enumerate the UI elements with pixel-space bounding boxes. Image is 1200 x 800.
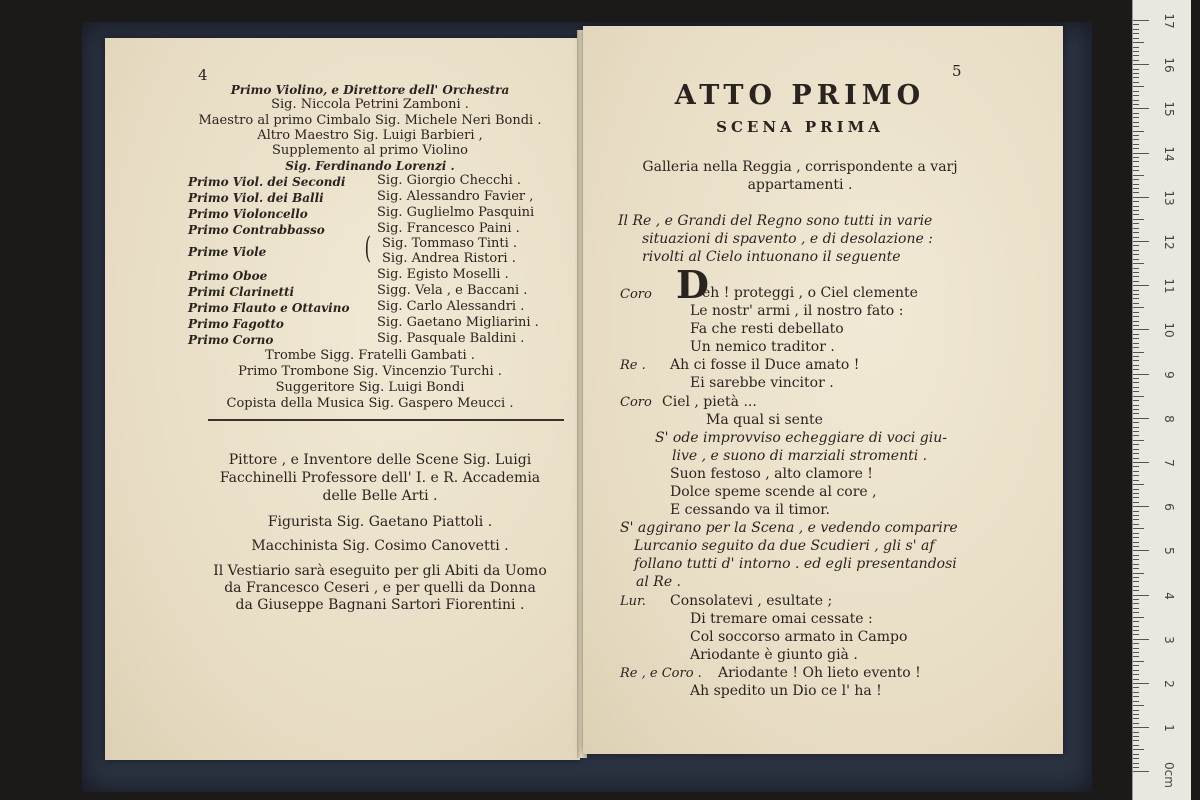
page-number-left: 4 — [198, 66, 208, 84]
ruler-tick — [1133, 758, 1139, 759]
roster-name: Sig. Alessandro Favier , — [377, 189, 534, 204]
measurement-ruler — [1132, 0, 1191, 800]
ruler-tick — [1133, 290, 1139, 291]
ruler-tick — [1133, 732, 1139, 733]
ruler-tick — [1133, 374, 1149, 375]
setting-line: appartamenti . — [747, 177, 853, 193]
ruler-tick — [1133, 241, 1149, 242]
ruler-tick — [1133, 24, 1139, 25]
ruler-tick — [1133, 329, 1149, 330]
ruler-tick — [1133, 683, 1149, 684]
ruler-tick — [1133, 564, 1139, 565]
ruler-tick — [1133, 630, 1139, 631]
ruler-tick — [1133, 471, 1139, 472]
stage-direction: follano tutti d' intorno . ed egli presentandosi — [634, 556, 957, 572]
ruler-tick — [1133, 104, 1139, 105]
ruler-tick — [1133, 321, 1139, 322]
ruler-tick — [1133, 347, 1139, 348]
ruler-tick — [1133, 268, 1139, 269]
ruler-label: 12 — [1162, 234, 1176, 250]
ruler-tick — [1133, 365, 1139, 366]
ruler-tick — [1133, 210, 1139, 211]
ruler-label: 8 — [1162, 414, 1176, 423]
ruler-tick — [1133, 343, 1139, 344]
ruler-tick — [1133, 69, 1139, 70]
ruler-tick — [1133, 595, 1149, 596]
ruler-tick — [1133, 206, 1139, 207]
ruler-tick — [1133, 679, 1139, 680]
ruler-tick — [1133, 396, 1144, 397]
header-line: Maestro al primo Cimbalo Sig. Michele Neri Bondi . — [198, 113, 542, 128]
ruler-label: 0cm — [1162, 762, 1176, 789]
setting-line: Galleria nella Reggia , corrispondente a varj — [642, 159, 958, 175]
credit-line: Facchinelli Professore dell' I. e R. Accademia — [219, 470, 541, 486]
ruler-tick — [1133, 652, 1139, 653]
ruler-tick — [1133, 515, 1139, 516]
ruler-tick — [1133, 727, 1149, 728]
ruler-tick — [1133, 665, 1139, 666]
ruler-tick — [1133, 524, 1139, 525]
ruler-tick — [1133, 771, 1149, 772]
ruler-label: 2 — [1162, 680, 1176, 688]
verse-line: eh ! proteggi , o Ciel clemente — [702, 285, 918, 301]
ruler-label: 16 — [1162, 57, 1176, 73]
ruler-tick — [1133, 135, 1139, 136]
speaker-label: Re . — [620, 358, 646, 373]
speaker-label: Coro — [620, 287, 652, 302]
ruler-tick — [1133, 113, 1139, 114]
stage-direction: S' aggirano per la Scena , e vedendo comparire — [620, 520, 958, 536]
ruler-tick — [1133, 550, 1149, 551]
ruler-tick — [1133, 170, 1139, 171]
act-title: ATTO PRIMO — [674, 80, 926, 111]
header-line: Altro Maestro Sig. Luigi Barbieri , — [257, 128, 483, 143]
ruler-tick — [1133, 334, 1139, 335]
ruler-tick — [1133, 122, 1139, 123]
ruler-tick — [1133, 537, 1139, 538]
ruler-tick — [1133, 100, 1139, 101]
ruler-tick — [1133, 745, 1139, 746]
ruler-tick — [1133, 533, 1139, 534]
ruler-tick — [1133, 356, 1139, 357]
ruler-tick — [1133, 714, 1139, 715]
roster-name: Sig. Tommaso Tinti . — [382, 236, 518, 251]
ruler-tick — [1133, 192, 1139, 193]
ruler-tick — [1133, 360, 1139, 361]
ruler-tick — [1133, 599, 1139, 600]
ruler-label: 4 — [1162, 591, 1176, 600]
ruler-tick — [1133, 692, 1139, 693]
ruler-tick — [1133, 502, 1139, 503]
ruler-tick — [1133, 608, 1139, 609]
verse-line: Le nostr' armi , il nostro fato : — [690, 303, 904, 319]
header-line: Primo Violino, e Direttore dell' Orchestra — [230, 83, 510, 97]
ruler-tick — [1133, 325, 1139, 326]
ruler-tick — [1133, 493, 1139, 494]
ruler-tick — [1133, 497, 1139, 498]
ruler-tick — [1133, 64, 1149, 65]
ruler-tick — [1133, 413, 1139, 414]
roster-role: Primo Flauto e Ottavino — [188, 301, 350, 315]
credit-line: Macchinista Sig. Cosimo Canovetti . — [251, 538, 509, 554]
footer-line: Trombe Sigg. Fratelli Gambati . — [265, 348, 475, 363]
ruler-tick — [1133, 718, 1139, 719]
credit-line: Pittore , e Inventore delle Scene Sig. Luigi — [228, 452, 532, 468]
ruler-tick — [1133, 418, 1149, 419]
ruler-tick — [1133, 250, 1139, 251]
ruler-label: 11 — [1162, 278, 1176, 294]
ruler-tick — [1133, 95, 1139, 96]
ruler-tick — [1133, 316, 1139, 317]
ruler-tick — [1133, 214, 1139, 215]
ruler-tick — [1133, 453, 1139, 454]
verse-line: Consolatevi , esultate ; — [670, 593, 833, 609]
roster-role: Primo Viol. dei Balli — [188, 191, 324, 205]
ruler-tick — [1133, 462, 1149, 463]
drop-cap: D — [676, 262, 709, 307]
roster-name: Sig. Giorgio Checchi . — [377, 173, 522, 188]
ruler-tick — [1133, 29, 1139, 30]
brace-symbol: ( — [364, 231, 372, 266]
ruler-tick — [1133, 573, 1144, 574]
ruler-tick — [1133, 670, 1139, 671]
ruler-tick — [1133, 20, 1149, 21]
roster-role: Primo Viol. dei Secondi — [188, 175, 346, 189]
ruler-tick — [1133, 458, 1139, 459]
ruler-label: 1 — [1162, 724, 1176, 732]
roster-name: Sig. Francesco Paini . — [377, 221, 520, 236]
ruler-tick — [1133, 201, 1139, 202]
ruler-tick — [1133, 519, 1139, 520]
ruler-tick — [1133, 131, 1144, 132]
verse-line: Ariodante ! Oh lieto evento ! — [718, 665, 921, 681]
credit-line: Figurista Sig. Gaetano Piattoli . — [267, 514, 493, 530]
ruler-tick — [1133, 303, 1139, 304]
ruler-tick — [1133, 153, 1149, 154]
ruler-tick — [1133, 228, 1139, 229]
verse-line: Un nemico traditor . — [690, 339, 835, 355]
ruler-tick — [1133, 400, 1139, 401]
ruler-tick — [1133, 272, 1139, 273]
ruler-tick — [1133, 710, 1139, 711]
ruler-tick — [1133, 449, 1139, 450]
ruler-tick — [1133, 263, 1144, 264]
ruler-tick — [1133, 648, 1139, 649]
ruler-tick — [1133, 237, 1139, 238]
ruler-tick — [1133, 139, 1139, 140]
ruler-tick — [1133, 409, 1139, 410]
ruler-tick — [1133, 126, 1139, 127]
ruler-tick — [1133, 639, 1149, 640]
ruler-tick — [1133, 506, 1149, 507]
ruler-tick — [1133, 276, 1139, 277]
verse-line: Suon festoso , alto clamore ! — [670, 466, 873, 482]
stage-direction: Lurcanio seguito da due Scudieri , gli s' af — [634, 538, 935, 554]
roster-name: Sig. Egisto Moselli . — [377, 267, 509, 282]
ruler-tick — [1133, 197, 1149, 198]
footer-line: Primo Trombone Sig. Vincenzio Turchi . — [238, 364, 502, 379]
stage-direction: rivolti al Cielo intuonano il seguente — [642, 249, 901, 265]
ruler-tick — [1133, 312, 1139, 313]
verse-line: Dolce speme scende al core , — [670, 484, 877, 500]
ruler-label: 7 — [1162, 459, 1176, 467]
verse-line: Di tremare omai cessate : — [690, 611, 873, 627]
footer-line: Copista della Musica Sig. Gaspero Meucci . — [226, 396, 514, 411]
credit-line: delle Belle Arti . — [322, 488, 438, 504]
ruler-tick — [1133, 511, 1139, 512]
stage-direction: al Re . — [636, 574, 682, 590]
roster-name: Sigg. Vela , e Baccani . — [377, 283, 528, 298]
ruler-tick — [1133, 405, 1139, 406]
ruler-tick — [1133, 157, 1139, 158]
ruler-label: 3 — [1162, 635, 1176, 644]
header-line: Supplemento al primo Violino — [271, 143, 469, 158]
ruler-tick — [1133, 705, 1144, 706]
verse-line: Ei sarebbe vincitor . — [690, 375, 834, 391]
ruler-label: 9 — [1162, 370, 1176, 379]
ruler-tick — [1133, 475, 1139, 476]
ruler-tick — [1133, 352, 1144, 353]
roster-name: Sig. Guglielmo Pasquini — [377, 205, 535, 220]
ruler-tick — [1133, 581, 1139, 582]
ruler-tick — [1133, 767, 1139, 768]
verse-line: E cessando va il timor. — [670, 502, 830, 518]
section-divider — [208, 419, 564, 421]
ruler-tick — [1133, 47, 1139, 48]
ruler-tick — [1133, 528, 1144, 529]
ruler-tick — [1133, 51, 1139, 52]
speaker-label: Coro — [620, 395, 652, 410]
verse-line: Ma qual si sente — [706, 412, 823, 428]
ruler-tick — [1133, 232, 1139, 233]
ruler-tick — [1133, 369, 1139, 370]
verse-line: Ciel , pietà ... — [662, 394, 757, 410]
ruler-tick — [1133, 91, 1139, 92]
ruler-tick — [1133, 144, 1139, 145]
ruler-tick — [1133, 82, 1139, 83]
ruler-tick — [1133, 338, 1139, 339]
ruler-tick — [1133, 259, 1139, 260]
ruler-tick — [1133, 634, 1139, 635]
roster-role: Primi Clarinetti — [188, 285, 295, 299]
ruler-tick — [1133, 754, 1139, 755]
ruler-tick — [1133, 674, 1139, 675]
ruler-tick — [1133, 763, 1139, 764]
ruler-tick — [1133, 480, 1139, 481]
ruler-tick — [1133, 281, 1139, 282]
page-number-right: 5 — [952, 62, 962, 80]
verse-line: Ah ci fosse il Duce amato ! — [670, 357, 860, 373]
ruler-tick — [1133, 166, 1139, 167]
ruler-tick — [1133, 559, 1139, 560]
ruler-tick — [1133, 427, 1139, 428]
ruler-tick — [1133, 387, 1139, 388]
roster-name: Sig. Pasquale Baldini . — [377, 331, 525, 346]
credit-line: da Francesco Ceseri , e per quelli da Donna — [224, 580, 536, 596]
roster-name: Sig. Andrea Ristori . — [382, 251, 516, 266]
stage-direction: Il Re , e Grandi del Regno sono tutti in varie — [618, 213, 933, 229]
ruler-tick — [1133, 466, 1139, 467]
header-line: Sig. Niccola Petrini Zamboni . — [271, 97, 469, 112]
ruler-label: 17 — [1162, 13, 1176, 29]
ruler-tick — [1133, 542, 1139, 543]
ruler-tick — [1133, 73, 1139, 74]
ruler-tick — [1133, 86, 1144, 87]
ruler-tick — [1133, 294, 1139, 295]
ruler-tick — [1133, 175, 1144, 176]
ruler-tick — [1133, 440, 1144, 441]
ruler-label: 5 — [1162, 547, 1176, 556]
ruler-tick — [1133, 161, 1139, 162]
verse-line: Fa che resti debellato — [690, 321, 844, 337]
ruler-tick — [1133, 621, 1139, 622]
ruler-tick — [1133, 108, 1149, 109]
ruler-tick — [1133, 444, 1139, 445]
ruler-tick — [1133, 736, 1139, 737]
ruler-tick — [1133, 422, 1139, 423]
roster-role: Prime Viole — [188, 245, 267, 259]
ruler-tick — [1133, 382, 1139, 383]
stage-direction: live , e suono di marziali stromenti . — [672, 448, 928, 464]
roster-role: Primo Corno — [188, 333, 274, 347]
ruler-tick — [1133, 749, 1144, 750]
roster-role: Primo Contrabbasso — [188, 223, 325, 237]
ruler-tick — [1133, 723, 1139, 724]
ruler-tick — [1133, 33, 1139, 34]
ruler-tick — [1133, 148, 1139, 149]
ruler-tick — [1133, 188, 1139, 189]
ruler-label: 10 — [1162, 322, 1176, 339]
ruler-label: 14 — [1162, 145, 1176, 162]
ruler-tick — [1133, 617, 1144, 618]
verse-line: Ah spedito un Dio ce l' ha ! — [690, 683, 882, 699]
ruler-tick — [1133, 298, 1139, 299]
ruler-tick — [1133, 60, 1139, 61]
ruler-tick — [1133, 696, 1139, 697]
ruler-tick — [1133, 661, 1144, 662]
ruler-tick — [1133, 245, 1139, 246]
ruler-tick — [1133, 219, 1144, 220]
ruler-label: 15 — [1162, 101, 1176, 118]
roster-name: Sig. Gaetano Migliarini . — [377, 315, 539, 330]
ruler-tick — [1133, 254, 1139, 255]
ruler-tick — [1133, 38, 1139, 39]
ruler-tick — [1133, 687, 1139, 688]
credit-line: Il Vestiario sarà eseguito per gli Abiti da Uomo — [213, 563, 547, 579]
ruler-tick — [1133, 586, 1139, 587]
roster-role: Primo Oboe — [188, 269, 268, 283]
verse-line: Col soccorso armato in Campo — [690, 629, 908, 645]
ruler-tick — [1133, 626, 1139, 627]
stage-direction: situazioni di spavento , e di desolazione : — [642, 231, 933, 247]
ruler-tick — [1133, 179, 1139, 180]
roster-name: Sig. Carlo Alessandri . — [377, 299, 525, 314]
footer-line: Suggeritore Sig. Luigi Bondi — [275, 380, 465, 395]
ruler-tick — [1133, 701, 1139, 702]
ruler-tick — [1133, 391, 1139, 392]
ruler-tick — [1133, 378, 1139, 379]
ruler-tick — [1133, 77, 1139, 78]
ruler-tick — [1133, 184, 1139, 185]
roster-role: Primo Fagotto — [188, 317, 284, 331]
scene-title: SCENA PRIMA — [716, 118, 884, 136]
roster-role: Primo Violoncello — [188, 207, 308, 221]
ruler-tick — [1133, 603, 1139, 604]
speaker-label: Lur. — [620, 594, 646, 609]
ruler-tick — [1133, 435, 1139, 436]
ruler-tick — [1133, 555, 1139, 556]
header-line: Sig. Ferdinando Lorenzi . — [285, 159, 455, 173]
ruler-tick — [1133, 590, 1139, 591]
ruler-tick — [1133, 489, 1139, 490]
ruler-tick — [1133, 223, 1139, 224]
ruler-tick — [1133, 656, 1139, 657]
ruler-tick — [1133, 740, 1139, 741]
ruler-label: 13 — [1162, 190, 1176, 206]
ruler-tick — [1133, 42, 1144, 43]
ruler-tick — [1133, 117, 1139, 118]
stage-direction: S' ode improvviso echeggiare di voci giu- — [655, 430, 947, 446]
ruler-tick — [1133, 307, 1144, 308]
ruler-tick — [1133, 546, 1139, 547]
ruler-label: 6 — [1162, 503, 1176, 511]
ruler-tick — [1133, 577, 1139, 578]
ruler-tick — [1133, 484, 1144, 485]
ruler-tick — [1133, 55, 1139, 56]
speaker-label: Re , e Coro . — [620, 666, 702, 681]
ruler-tick — [1133, 431, 1139, 432]
ruler-tick — [1133, 643, 1139, 644]
ruler-tick — [1133, 285, 1149, 286]
credit-line: da Giuseppe Bagnani Sartori Fiorentini . — [235, 597, 525, 613]
verse-line: Ariodante è giunto già . — [690, 647, 858, 663]
ruler-tick — [1133, 568, 1139, 569]
ruler-tick — [1133, 612, 1139, 613]
